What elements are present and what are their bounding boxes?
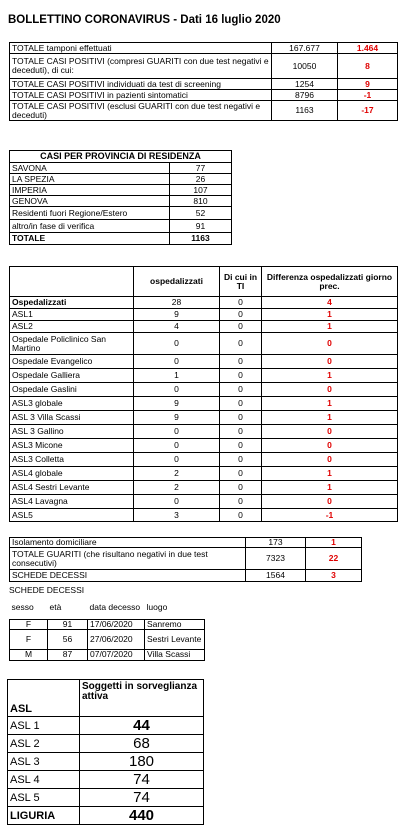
hospital-ti: 0 bbox=[220, 383, 262, 397]
column-header-data: data decesso bbox=[89, 602, 141, 613]
hospital-ti: 0 bbox=[220, 425, 262, 439]
column-header-surveillance: Soggetti in sorveglianza attiva bbox=[80, 680, 204, 717]
hospital-osp: 1 bbox=[134, 369, 220, 383]
column-header-ospedalizzati: ospedalizzati bbox=[134, 267, 220, 297]
table-header-row bbox=[10, 597, 205, 619]
province-name: IMPERIA bbox=[10, 185, 170, 196]
status-value: 173 bbox=[246, 538, 306, 548]
hospital-name: ASL4 Lavagna bbox=[10, 495, 134, 509]
province-header: CASI PER PROVINCIA DI RESIDENZA bbox=[10, 151, 232, 163]
column-header-sesso: sesso bbox=[11, 602, 34, 613]
table-row bbox=[8, 717, 204, 735]
hospital-ti: 0 bbox=[220, 369, 262, 383]
asl-value: 68 bbox=[80, 735, 204, 753]
table-row bbox=[8, 735, 204, 753]
hospital-osp: 4 bbox=[134, 321, 220, 333]
table-row bbox=[10, 297, 398, 309]
hospital-name: ASL3 globale bbox=[10, 397, 134, 411]
column-header-luogo: luogo bbox=[146, 602, 168, 613]
hospital-osp: 9 bbox=[134, 411, 220, 425]
death-data: 27/06/2020 bbox=[88, 629, 145, 649]
hospital-ti: 0 bbox=[220, 495, 262, 509]
total-label: TOTALE CASI POSITIVI (esclusi GUARITI con due test negativi e deceduti) bbox=[10, 101, 272, 121]
asl-name: ASL 5 bbox=[8, 789, 80, 807]
hospital-osp: 9 bbox=[134, 309, 220, 321]
death-data: 17/06/2020 bbox=[88, 619, 145, 629]
province-value: 77 bbox=[170, 163, 232, 174]
hospital-diff: 0 bbox=[262, 355, 398, 369]
table-row bbox=[10, 43, 398, 54]
hospital-diff: -1 bbox=[262, 509, 398, 522]
hospital-osp: 9 bbox=[134, 397, 220, 411]
hospital-osp: 2 bbox=[134, 467, 220, 481]
table-row bbox=[10, 411, 398, 425]
total-label: TOTALE CASI POSITIVI individuati da test di screening bbox=[10, 79, 272, 90]
status-label: Isolamento domiciliare bbox=[10, 538, 246, 548]
hospital-ti: 0 bbox=[220, 333, 262, 355]
total-value: 1163 bbox=[272, 101, 338, 121]
hospital-table bbox=[9, 266, 398, 522]
table-row bbox=[10, 185, 232, 196]
table-row bbox=[10, 101, 398, 121]
hospital-ti: 0 bbox=[220, 439, 262, 453]
province-name: GENOVA bbox=[10, 196, 170, 207]
province-name: altro/in fase di verifica bbox=[10, 220, 170, 233]
total-value: 10050 bbox=[272, 54, 338, 79]
table-row bbox=[10, 629, 205, 649]
asl-value: 180 bbox=[80, 753, 204, 771]
hospital-diff: 4 bbox=[262, 297, 398, 309]
table-row bbox=[10, 79, 398, 90]
hospital-ti: 0 bbox=[220, 467, 262, 481]
hospital-name: ASL3 Micone bbox=[10, 439, 134, 453]
province-value: 810 bbox=[170, 196, 232, 207]
table-row bbox=[10, 207, 232, 220]
hospital-diff: 0 bbox=[262, 425, 398, 439]
total-diff: -1 bbox=[338, 90, 398, 101]
hospital-name: ASL 3 Villa Scassi bbox=[10, 411, 134, 425]
hospital-name: ASL4 globale bbox=[10, 467, 134, 481]
province-value: 107 bbox=[170, 185, 232, 196]
hospital-ti: 0 bbox=[220, 397, 262, 411]
status-label: TOTALE GUARITI (che risultano negativi in due test consecutivi) bbox=[10, 548, 246, 570]
total-diff: -17 bbox=[338, 101, 398, 121]
hospital-ti: 0 bbox=[220, 411, 262, 425]
province-name: SAVONA bbox=[10, 163, 170, 174]
table-row bbox=[10, 453, 398, 467]
asl-value: 44 bbox=[80, 717, 204, 735]
totals-table bbox=[9, 42, 398, 121]
hospital-name: ASL3 Colletta bbox=[10, 453, 134, 467]
total-label: TOTALE CASI POSITIVI in pazienti sintomatici bbox=[10, 90, 272, 101]
death-sesso: M bbox=[10, 649, 48, 660]
hospital-ti: 0 bbox=[220, 309, 262, 321]
total-label: TOTALE CASI POSITIVI (compresi GUARITI con due test negativi e deceduti), di cui: bbox=[10, 54, 272, 79]
hospital-ti: 0 bbox=[220, 355, 262, 369]
table-row bbox=[10, 509, 398, 522]
hospital-name: Ospedale Galliera bbox=[10, 369, 134, 383]
province-table bbox=[9, 150, 232, 245]
table-row bbox=[10, 649, 205, 660]
status-diff: 22 bbox=[306, 548, 362, 570]
province-total-label: TOTALE bbox=[10, 233, 170, 245]
table-row bbox=[8, 771, 204, 789]
hospital-diff: 1 bbox=[262, 321, 398, 333]
hospital-osp: 0 bbox=[134, 439, 220, 453]
table-row bbox=[10, 90, 398, 101]
death-eta: 91 bbox=[48, 619, 88, 629]
table-row bbox=[8, 807, 204, 825]
table-row bbox=[10, 233, 232, 245]
table-row bbox=[10, 333, 398, 355]
hospital-osp: 0 bbox=[134, 425, 220, 439]
table-row bbox=[10, 369, 398, 383]
hospital-name: ASL1 bbox=[10, 309, 134, 321]
column-header-asl: ASL bbox=[8, 680, 80, 717]
hospital-name: Ospedalizzati bbox=[10, 297, 134, 309]
hospital-ti: 0 bbox=[220, 297, 262, 309]
death-luogo: Villa Scassi bbox=[145, 649, 205, 660]
asl-value: 74 bbox=[80, 789, 204, 807]
table-header-row bbox=[10, 267, 398, 297]
table-row bbox=[10, 383, 398, 397]
province-name: Residenti fuori Regione/Estero bbox=[10, 207, 170, 220]
total-value: 1254 bbox=[272, 79, 338, 90]
table-row bbox=[10, 397, 398, 411]
column-header-diff: Differenza ospedalizzati giorno prec. bbox=[262, 267, 398, 297]
hospital-ti: 0 bbox=[220, 509, 262, 522]
table-row bbox=[10, 174, 232, 185]
hospital-name: Ospedale Evangelico bbox=[10, 355, 134, 369]
hospital-osp: 0 bbox=[134, 355, 220, 369]
hospital-ti: 0 bbox=[220, 453, 262, 467]
death-eta: 87 bbox=[48, 649, 88, 660]
death-sesso: F bbox=[10, 619, 48, 629]
death-sesso: F bbox=[10, 629, 48, 649]
table-row bbox=[10, 425, 398, 439]
hospital-diff: 1 bbox=[262, 369, 398, 383]
hospital-osp: 2 bbox=[134, 481, 220, 495]
asl-name: ASL 3 bbox=[8, 753, 80, 771]
asl-name: ASL 1 bbox=[8, 717, 80, 735]
page-title: BOLLETTINO CORONAVIRUS - Dati 16 luglio 2020 bbox=[8, 14, 281, 26]
province-value: 26 bbox=[170, 174, 232, 185]
hospital-name: Ospedale Gaslini bbox=[10, 383, 134, 397]
death-eta: 56 bbox=[48, 629, 88, 649]
deaths-table bbox=[9, 597, 205, 661]
hospital-diff: 1 bbox=[262, 411, 398, 425]
surveillance-table bbox=[7, 679, 204, 825]
hospital-diff: 0 bbox=[262, 495, 398, 509]
column-header-ti: Di cui in TI bbox=[220, 267, 262, 297]
status-diff: 3 bbox=[306, 570, 362, 582]
total-diff: 9 bbox=[338, 79, 398, 90]
table-row bbox=[10, 321, 398, 333]
asl-value: 74 bbox=[80, 771, 204, 789]
status-value: 7323 bbox=[246, 548, 306, 570]
deaths-title: SCHEDE DECESSI bbox=[9, 585, 85, 595]
table-row bbox=[10, 439, 398, 453]
death-luogo: Sanremo bbox=[145, 619, 205, 629]
death-luogo: Sestri Levante bbox=[145, 629, 205, 649]
hospital-osp: 28 bbox=[134, 297, 220, 309]
asl-name: ASL 4 bbox=[8, 771, 80, 789]
hospital-diff: 0 bbox=[262, 333, 398, 355]
table-row bbox=[10, 220, 232, 233]
hospital-diff: 0 bbox=[262, 439, 398, 453]
table-row bbox=[10, 163, 232, 174]
table-row bbox=[10, 309, 398, 321]
province-total-value: 1163 bbox=[170, 233, 232, 245]
hospital-diff: 1 bbox=[262, 481, 398, 495]
hospital-name: ASL2 bbox=[10, 321, 134, 333]
table-row bbox=[10, 54, 398, 79]
hospital-diff: 0 bbox=[262, 453, 398, 467]
province-value: 52 bbox=[170, 207, 232, 220]
total-value: 167.677 bbox=[272, 43, 338, 54]
province-name: LA SPEZIA bbox=[10, 174, 170, 185]
table-header-row bbox=[8, 680, 204, 717]
status-value: 1564 bbox=[246, 570, 306, 582]
hospital-name: ASL5 bbox=[10, 509, 134, 522]
hospital-name: ASL 3 Gallino bbox=[10, 425, 134, 439]
surveillance-total-label: LIGURIA bbox=[8, 807, 80, 825]
table-row bbox=[8, 789, 204, 807]
total-label: TOTALE tamponi effettuati bbox=[10, 43, 272, 54]
hospital-osp: 0 bbox=[134, 453, 220, 467]
status-table bbox=[9, 537, 362, 582]
table-row bbox=[10, 570, 362, 582]
death-data: 07/07/2020 bbox=[88, 649, 145, 660]
table-row bbox=[10, 548, 362, 570]
hospital-diff: 1 bbox=[262, 467, 398, 481]
hospital-ti: 0 bbox=[220, 481, 262, 495]
hospital-osp: 3 bbox=[134, 509, 220, 522]
total-diff: 1.464 bbox=[338, 43, 398, 54]
table-row bbox=[8, 753, 204, 771]
hospital-osp: 0 bbox=[134, 495, 220, 509]
table-row bbox=[10, 467, 398, 481]
table-row bbox=[10, 538, 362, 548]
hospital-diff: 0 bbox=[262, 383, 398, 397]
status-label: SCHEDE DECESSI bbox=[10, 570, 246, 582]
surveillance-total-value: 440 bbox=[80, 807, 204, 825]
hospital-diff: 1 bbox=[262, 309, 398, 321]
total-value: 8796 bbox=[272, 90, 338, 101]
asl-name: ASL 2 bbox=[8, 735, 80, 753]
hospital-diff: 1 bbox=[262, 397, 398, 411]
province-value: 91 bbox=[170, 220, 232, 233]
hospital-name: Ospedale Policlinico San Martino bbox=[10, 333, 134, 355]
status-diff: 1 bbox=[306, 538, 362, 548]
hospital-osp: 0 bbox=[134, 383, 220, 397]
column-header-eta: età bbox=[49, 602, 62, 613]
total-diff: 8 bbox=[338, 54, 398, 79]
table-row bbox=[10, 355, 398, 369]
hospital-name: ASL4 Sestri Levante bbox=[10, 481, 134, 495]
table-row bbox=[10, 196, 232, 207]
table-row bbox=[10, 481, 398, 495]
hospital-ti: 0 bbox=[220, 321, 262, 333]
table-row bbox=[10, 619, 205, 629]
hospital-osp: 0 bbox=[134, 333, 220, 355]
table-row bbox=[10, 495, 398, 509]
